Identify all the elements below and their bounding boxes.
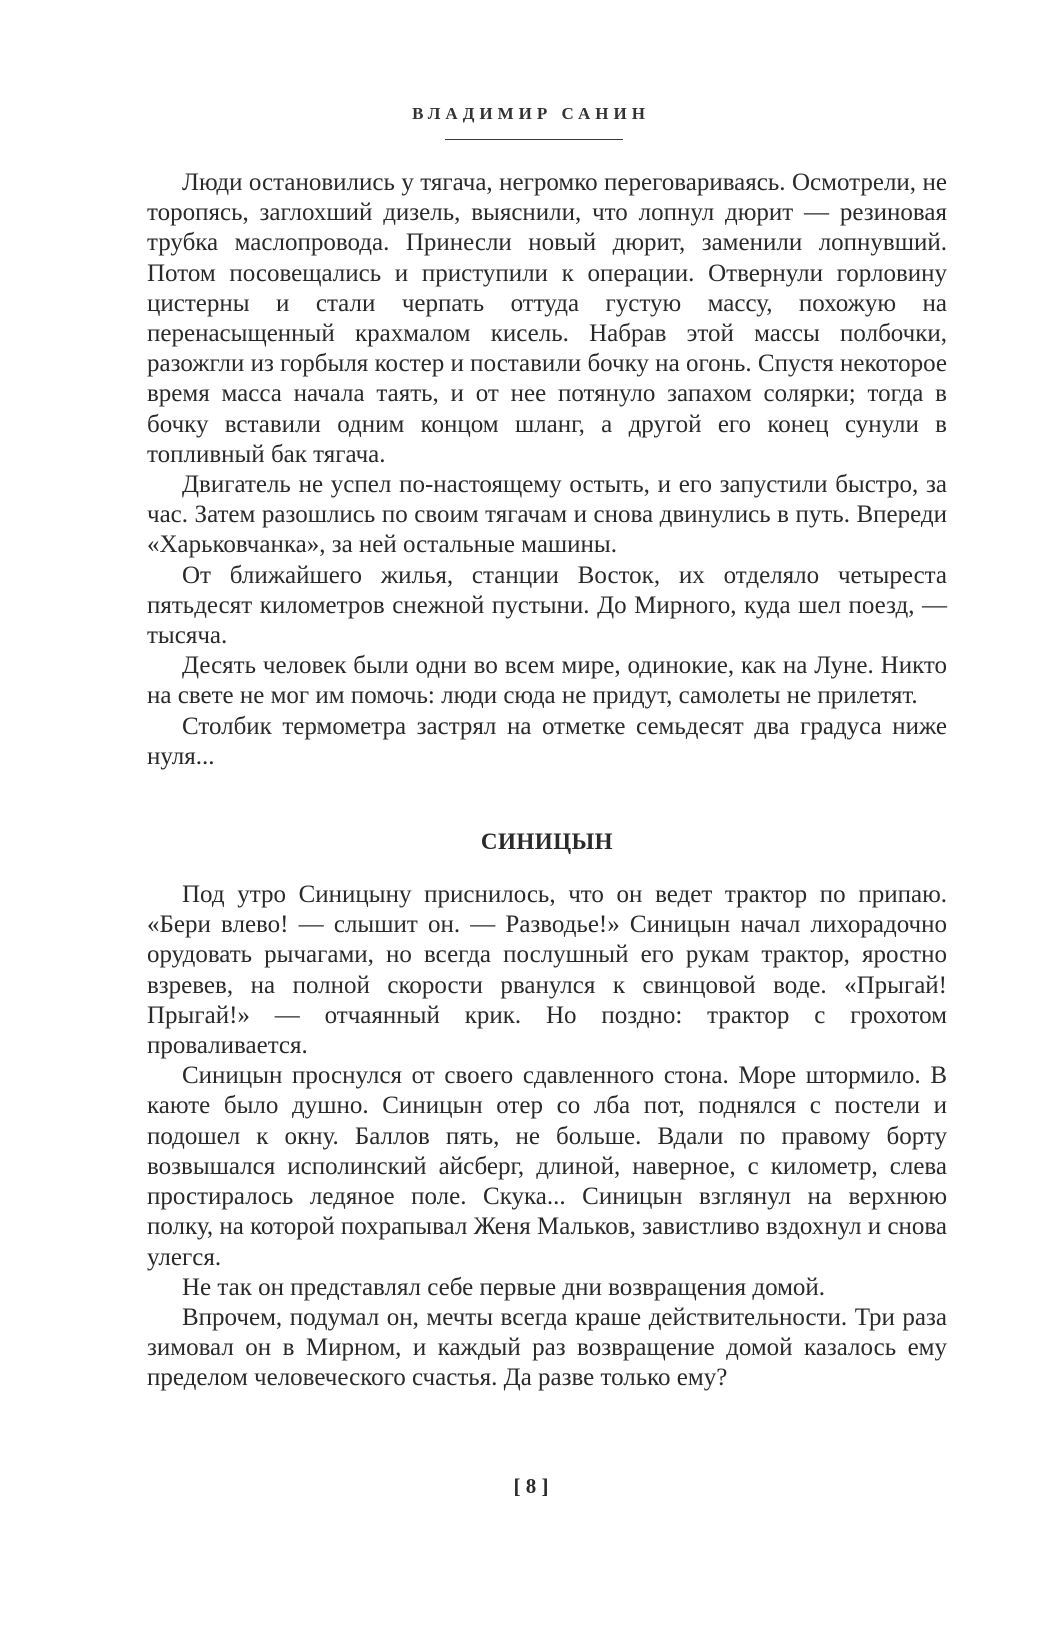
paragraph: Люди остановились у тягача, негромко переговариваясь. Осмотрели, не торопясь, заглохший дизель, выяснили, что лопнул дюрит — резиновая трубка маслопровода. Принесли новый дюрит, заменили лопнувший. Потом посовещались и приступили к операции. Отвернули горловину цистерны и стали черпать оттуда густую массу, похожую на перенасыщенный крахмалом кисель. Набрав этой массы полбочки, разожгли из горбыля костер и поставили бочку на огонь. Спустя некоторое время масса начала таять, и от нее потянуло запахом солярки; тогда в бочку вставили одним концом шланг, а другой его конец сунули в топливный бак тягача.: [147, 169, 947, 468]
paragraph: Не так он представлял себе первые дни возвращения домой.: [182, 1273, 826, 1301]
running-title: ВЛАДИМИР САНИН: [412, 104, 650, 123]
paragraph: От ближайшего жилья, станции Восток, их отделяло четыреста пятьдесят километров снежной пустыни. До Мирного, куда шел поезд, — тысяча.: [147, 561, 947, 650]
section-title: СИНИЦЫН: [480, 829, 614, 855]
paragraph: Десять человек были одни во всем мире, одинокие, как на Луне. Никто на свете не мог им помочь: люди сюда не придут, самолеты не прилетят.: [147, 652, 947, 710]
paragraph: Под утро Синицыну приснилось, что он ведет трактор по припаю. «Бери влево! — слышит он. — Разводье!» Синицын начал лихорадочно орудовать рычагами, но всегда послушный его рукам трактор, яростно взревев, на полной скорости рванулся к свинцовой воде. «Прыгай! Прыгай!» — отчаянный крик. Но поздно: трактор с грохотом проваливается.: [147, 881, 947, 1060]
page-number: [ 8 ]: [513, 1474, 549, 1498]
paragraph: Синицын проснулся от своего сдавленного стона. Море штормило. В каюте было душно. Синицын отер со лба пот, поднялся с постели и подошел к окну. Баллов пять, не больше. Вдали по правому борту возвышался исполинский айсберг, длиной, наверное, с километр, слева простиралось ледяное поле. Скука... Синицын взглянул на верхнюю полку, на которой похрапывал Женя Мальков, завистливо вздохнул и снова улегся.: [147, 1062, 947, 1271]
paragraph: Столбик термометра застрял на отметке семьдесят два градуса ниже нуля...: [147, 712, 947, 770]
text-column: [147, 168, 947, 1394]
paragraph: Впрочем, подумал он, мечты всегда краше действительности. Три раза зимовал он в Мирном, и каждый раз возвращение домой казалось ему пределом человеческого счастья. Да разве только ему?: [147, 1303, 947, 1392]
paragraph: Двигатель не успел по-настоящему остыть, и его запустили быстро, за час. Затем разошлись по своим тягачам и снова двинулись в путь. Впереди «Харьковчанка», за ней остальные машины.: [147, 471, 947, 559]
header-rule: [445, 139, 623, 140]
